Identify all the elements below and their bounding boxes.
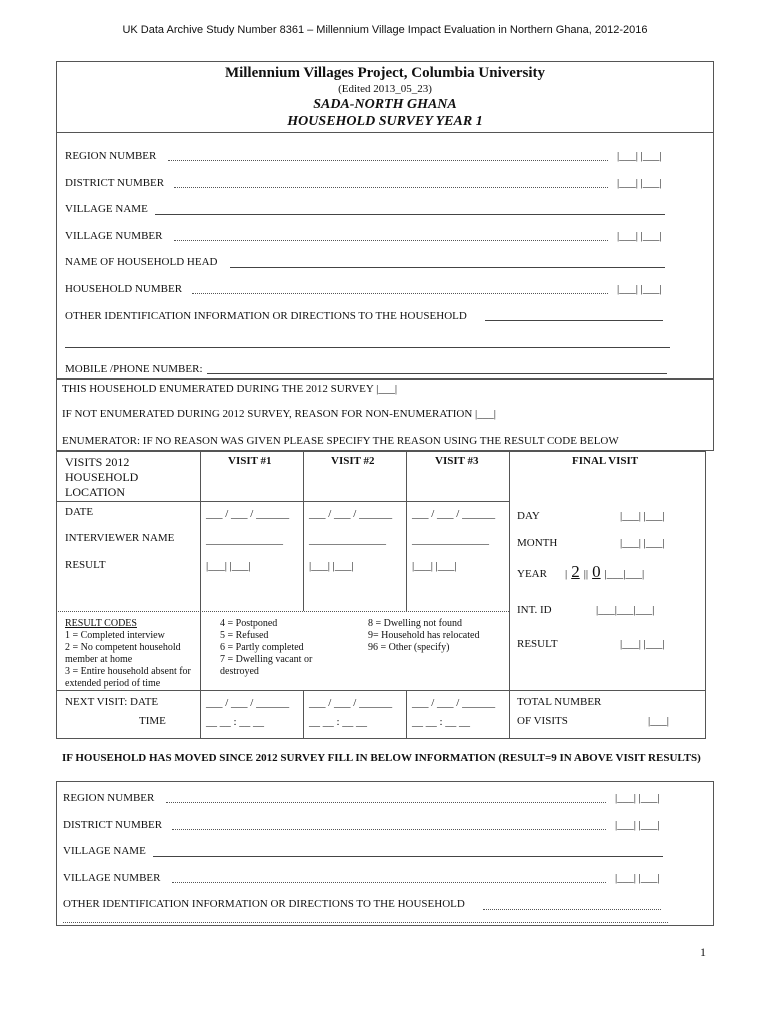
next-visit-3-date[interactable]: ___ / ___ / ______ bbox=[412, 697, 496, 709]
household-number-dots bbox=[192, 293, 608, 294]
corner-label-3: LOCATION bbox=[65, 485, 125, 499]
code-7a: 7 = Dwelling vacant or bbox=[220, 654, 313, 665]
year-digit-2: 2 bbox=[571, 562, 580, 581]
other-id-label: OTHER IDENTIFICATION INFORMATION OR DIRECTIONS TO THE HOUSEHOLD bbox=[65, 310, 467, 322]
region-input[interactable]: |___| |___| bbox=[617, 150, 662, 162]
visit-3-interviewer[interactable]: ______________ bbox=[412, 534, 489, 546]
page-number: 1 bbox=[700, 945, 706, 959]
result-label: RESULT bbox=[65, 559, 106, 571]
corner-label-1: VISITS 2012 bbox=[65, 455, 130, 469]
moved-district-label: DISTRICT NUMBER bbox=[63, 819, 163, 831]
code-4: 4 = Postponed bbox=[220, 618, 278, 629]
other-id-input-line2[interactable] bbox=[65, 347, 670, 348]
survey-title: HOUSEHOLD SURVEY YEAR 1 bbox=[287, 114, 483, 129]
moved-village-name-input[interactable] bbox=[153, 856, 663, 857]
int-id-input[interactable]: |___|___|___| bbox=[596, 604, 655, 616]
enumerated-question[interactable]: THIS HOUSEHOLD ENUMERATED DURING THE 2012 SURVEY |___| bbox=[62, 383, 398, 395]
visit-1-result[interactable]: |___| |___| bbox=[206, 560, 251, 572]
col-divider-3b bbox=[406, 690, 407, 739]
household-number-input[interactable]: |___| |___| bbox=[617, 283, 662, 295]
household-head-label: NAME OF HOUSEHOLD HEAD bbox=[65, 256, 218, 268]
corner-label-2: HOUSEHOLD bbox=[65, 470, 139, 484]
next-visit-label: NEXT VISIT: DATE bbox=[65, 696, 159, 708]
visit-1-header: VISIT #1 bbox=[228, 455, 272, 467]
moved-village-number-input[interactable]: |___| |___| bbox=[615, 872, 660, 884]
code-8: 8 = Dwelling not found bbox=[368, 618, 462, 629]
final-result-label: RESULT bbox=[517, 638, 558, 650]
other-id-input[interactable] bbox=[485, 320, 663, 321]
edited-date: (Edited 2013_05_23) bbox=[338, 83, 432, 95]
district-label: DISTRICT NUMBER bbox=[65, 177, 165, 189]
final-result-input[interactable]: |___| |___| bbox=[620, 638, 665, 650]
col-divider-4 bbox=[509, 451, 510, 739]
col-divider-1 bbox=[200, 451, 201, 739]
col-divider-2b bbox=[303, 690, 304, 739]
village-number-input[interactable]: |___| |___| bbox=[617, 230, 662, 242]
moved-other-id-label: OTHER IDENTIFICATION INFORMATION OR DIRECTIONS TO THE HOUSEHOLD bbox=[63, 898, 465, 910]
visit-2-date[interactable]: ___ / ___ / ______ bbox=[309, 508, 393, 520]
visit-1-interviewer[interactable]: ______________ bbox=[206, 534, 283, 546]
visit-2-header: VISIT #2 bbox=[331, 455, 375, 467]
header-row-divider bbox=[56, 501, 509, 502]
next-visit-1-date[interactable]: ___ / ___ / ______ bbox=[206, 697, 290, 709]
time-label: TIME bbox=[139, 715, 166, 727]
day-input[interactable]: |___| |___| bbox=[620, 510, 665, 522]
mobile-label: MOBILE /PHONE NUMBER: bbox=[65, 363, 203, 375]
code-96: 96 = Other (specify) bbox=[368, 642, 450, 653]
district-dots bbox=[174, 187, 608, 188]
col-divider-2 bbox=[303, 451, 304, 611]
visit-3-result[interactable]: |___| |___| bbox=[412, 560, 457, 572]
month-label: MONTH bbox=[517, 537, 558, 549]
village-number-dots bbox=[174, 240, 608, 241]
total-visits-input[interactable]: |___| bbox=[648, 715, 669, 727]
moved-other-id-input[interactable] bbox=[483, 909, 661, 910]
col-divider-3 bbox=[406, 451, 407, 611]
final-visit-header: FINAL VISIT bbox=[572, 455, 639, 467]
moved-village-number-label: VILLAGE NUMBER bbox=[63, 872, 161, 884]
next-visit-divider bbox=[56, 690, 706, 691]
next-visit-3-time[interactable]: __ __ : __ __ bbox=[412, 716, 471, 728]
date-label: DATE bbox=[65, 506, 94, 518]
visit-1-date[interactable]: ___ / ___ / ______ bbox=[206, 508, 290, 520]
household-number-label: HOUSEHOLD NUMBER bbox=[65, 283, 183, 295]
code-5: 5 = Refused bbox=[220, 630, 269, 641]
moved-heading: IF HOUSEHOLD HAS MOVED SINCE 2012 SURVEY FILL IN BELOW INFORMATION (RESULT=9 IN ABOVE VISIT RESULTS) bbox=[62, 752, 701, 764]
moved-village-number-dots bbox=[172, 882, 606, 883]
village-number-label: VILLAGE NUMBER bbox=[65, 230, 163, 242]
district-input[interactable]: |___| |___| bbox=[617, 177, 662, 189]
household-head-input[interactable] bbox=[230, 267, 665, 268]
visit-3-date[interactable]: ___ / ___ / ______ bbox=[412, 508, 496, 520]
moved-village-name-label: VILLAGE NAME bbox=[63, 845, 146, 857]
code-7b: destroyed bbox=[220, 666, 259, 677]
archive-header: UK Data Archive Study Number 8361 – Millennium Village Impact Evaluation in Northern Ghana, 2012-2016 bbox=[122, 24, 648, 36]
enumerator-instruction: ENUMERATOR: IF NO REASON WAS GIVEN PLEASE SPECIFY THE REASON USING THE RESULT CODE BELOW bbox=[62, 435, 619, 447]
code-6: 6 = Partly completed bbox=[220, 642, 304, 653]
code-1: 1 = Completed interview bbox=[65, 630, 165, 641]
code-2b: member at home bbox=[65, 654, 133, 665]
moved-region-label: REGION NUMBER bbox=[63, 792, 155, 804]
visit-2-interviewer[interactable]: ______________ bbox=[309, 534, 386, 546]
code-9: 9= Household has relocated bbox=[368, 630, 480, 641]
moved-district-dots bbox=[172, 829, 606, 830]
total-visits-label-1: TOTAL NUMBER bbox=[517, 696, 602, 708]
village-name-input[interactable] bbox=[155, 214, 665, 215]
code-2a: 2 = No competent household bbox=[65, 642, 181, 653]
mobile-input[interactable] bbox=[207, 373, 667, 374]
visit-3-header: VISIT #3 bbox=[435, 455, 479, 467]
codes-heading: RESULT CODES bbox=[65, 618, 137, 629]
int-id-label: INT. ID bbox=[517, 604, 552, 616]
next-visit-2-time[interactable]: __ __ : __ __ bbox=[309, 716, 368, 728]
region-dots bbox=[168, 160, 608, 161]
moved-region-input[interactable]: |___| |___| bbox=[615, 792, 660, 804]
day-label: DAY bbox=[517, 510, 540, 522]
moved-other-id-input-line2[interactable] bbox=[63, 922, 668, 923]
code-3a: 3 = Entire household absent for bbox=[65, 666, 191, 677]
month-input[interactable]: |___| |___| bbox=[620, 537, 665, 549]
year-digit-0: 0 bbox=[592, 562, 601, 581]
village-name-label: VILLAGE NAME bbox=[65, 203, 148, 215]
site-title: SADA-NORTH GHANA bbox=[313, 97, 457, 112]
year-label: YEAR bbox=[517, 568, 547, 580]
non-enumeration-question[interactable]: IF NOT ENUMERATED DURING 2012 SURVEY, REASON FOR NON-ENUMERATION |___| bbox=[62, 408, 496, 420]
interviewer-label: INTERVIEWER NAME bbox=[65, 532, 175, 544]
moved-region-dots bbox=[166, 802, 606, 803]
codes-top-divider bbox=[56, 611, 509, 612]
year-input[interactable]: | 2 || 0 |___|___| bbox=[565, 562, 645, 581]
region-label: REGION NUMBER bbox=[65, 150, 157, 162]
code-3b: extended period of time bbox=[65, 678, 161, 689]
moved-district-input[interactable]: |___| |___| bbox=[615, 819, 660, 831]
next-visit-2-date[interactable]: ___ / ___ / ______ bbox=[309, 697, 393, 709]
next-visit-1-time[interactable]: __ __ : __ __ bbox=[206, 716, 265, 728]
visit-2-result[interactable]: |___| |___| bbox=[309, 560, 354, 572]
org-title: Millennium Villages Project, Columbia University bbox=[224, 65, 546, 81]
total-visits-label-2: OF VISITS bbox=[517, 715, 568, 727]
